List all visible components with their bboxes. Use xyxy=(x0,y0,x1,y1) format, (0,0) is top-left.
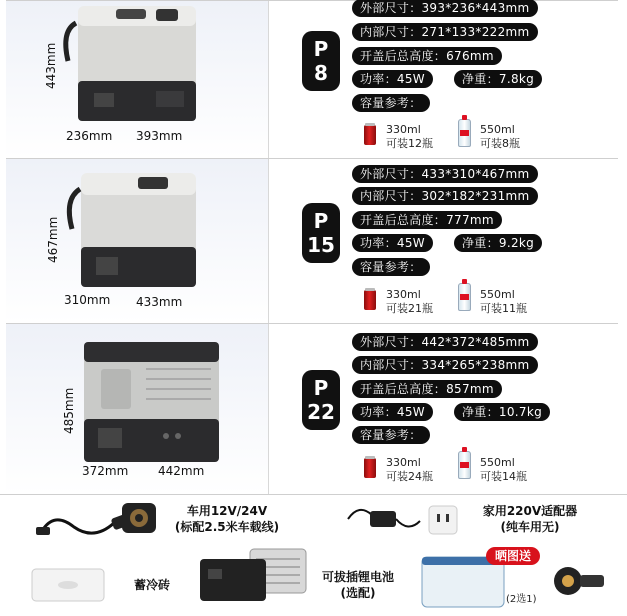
cigarette-splitter-icon xyxy=(548,553,608,609)
dim-height-p8: 443mm xyxy=(44,42,58,89)
product-image-panel xyxy=(6,324,268,494)
accessories-section xyxy=(0,494,627,616)
car-power-line2: (标配2.5米车载线) xyxy=(174,520,280,534)
home-power-line1: 家用220V适配器 xyxy=(482,504,578,518)
spec-power: 功率：45W xyxy=(352,70,433,88)
can-size: 330ml xyxy=(386,456,421,469)
dim-height-p15: 467mm xyxy=(46,216,60,263)
model-badge-p22 xyxy=(302,370,340,430)
battery-line1: 可拔插锂电池 xyxy=(321,570,394,584)
dim-width-p15: 433mm xyxy=(136,295,183,309)
bottle-size: 550ml xyxy=(480,288,515,301)
dim-width-p8: 393mm xyxy=(136,129,183,143)
wall-outlet-icon xyxy=(428,505,458,535)
home-adapter-icon xyxy=(344,499,424,543)
water-bottle-icon xyxy=(458,451,471,479)
can-size: 330ml xyxy=(386,288,421,301)
spec-power: 功率：45W xyxy=(352,234,433,252)
soda-can-icon xyxy=(364,290,376,310)
model-badge-p15 xyxy=(302,203,340,263)
can-size: 330ml xyxy=(386,123,421,136)
product-image-panel xyxy=(6,159,268,323)
dim-depth-p8: 236mm xyxy=(66,129,113,143)
ice-brick-icon xyxy=(30,565,110,605)
spec-inner-size: 内部尺寸：271*133*222mm xyxy=(352,23,538,41)
can-count: 可装24瓶 xyxy=(386,470,433,483)
spec-outer-size: 外部尺寸：442*372*485mm xyxy=(352,333,538,351)
dim-height-p22: 485mm xyxy=(62,387,76,434)
spec-outer-size: 外部尺寸：433*310*467mm xyxy=(352,165,538,183)
dim-depth-p22: 372mm xyxy=(82,464,129,478)
dim-depth-p15: 310mm xyxy=(64,293,111,307)
spec-weight: 净重：9.2kg xyxy=(454,234,542,252)
spec-inner-size: 内部尺寸：302*182*231mm xyxy=(352,187,538,205)
home-power-line2: (纯车用无) xyxy=(500,520,560,534)
water-bottle-icon xyxy=(458,119,471,147)
product-row-p22 xyxy=(6,323,618,494)
home-power-label xyxy=(460,503,600,535)
spec-capacity-label: 容量参考： xyxy=(352,426,430,444)
badge-letter: P xyxy=(313,376,329,400)
spec-capacity-label: 容量参考： xyxy=(352,258,430,276)
soda-can-icon xyxy=(364,125,376,145)
car-socket-icon xyxy=(120,501,160,535)
spec-open-height: 开盖后总高度：857mm xyxy=(352,380,502,398)
bottle-count: 可装8瓶 xyxy=(480,137,520,150)
bottle-size: 550ml xyxy=(480,123,515,136)
soda-can-icon xyxy=(364,458,376,478)
dim-width-p22: 442mm xyxy=(158,464,205,478)
spec-open-height: 开盖后总高度：777mm xyxy=(352,211,502,229)
gift-tag: 晒图送 xyxy=(486,547,540,565)
spec-power: 功率：45W xyxy=(352,403,433,421)
bottle-count: 可装11瓶 xyxy=(480,302,527,315)
gift-choice-note: (2选1) xyxy=(506,594,537,605)
can-count: 可装12瓶 xyxy=(386,137,433,150)
row-divider xyxy=(268,324,275,494)
bottle-count: 可装14瓶 xyxy=(480,470,527,483)
badge-number: 22 xyxy=(307,400,335,424)
row-divider xyxy=(268,1,275,158)
badge-letter: P xyxy=(313,37,329,61)
spec-weight: 净重：10.7kg xyxy=(454,403,550,421)
badge-number: 8 xyxy=(314,61,328,85)
spec-open-height: 开盖后总高度：676mm xyxy=(352,47,502,65)
product-image-panel xyxy=(6,1,268,158)
model-badge-p8 xyxy=(302,31,340,91)
car-power-label xyxy=(162,503,292,535)
row-divider xyxy=(268,159,275,323)
battery-label xyxy=(312,569,404,601)
bottle-size: 550ml xyxy=(480,456,515,469)
product-row-p15 xyxy=(6,158,618,323)
spec-capacity-label: 容量参考： xyxy=(352,94,430,112)
car-power-line1: 车用12V/24V xyxy=(186,504,268,518)
battery-line2: (选配) xyxy=(340,586,376,600)
can-count: 可装21瓶 xyxy=(386,302,433,315)
product-row-p8 xyxy=(6,0,618,158)
spec-weight: 净重：7.8kg xyxy=(454,70,542,88)
spec-outer-size: 外部尺寸：393*236*443mm xyxy=(352,0,538,17)
ice-brick-label: 蓄冷砖 xyxy=(133,578,170,592)
fridge-p22-image xyxy=(6,324,268,494)
water-bottle-icon xyxy=(458,283,471,311)
badge-number: 15 xyxy=(307,233,335,257)
spec-inner-size: 内部尺寸：334*265*238mm xyxy=(352,356,538,374)
badge-letter: P xyxy=(313,209,329,233)
lithium-battery-icon xyxy=(196,545,316,605)
